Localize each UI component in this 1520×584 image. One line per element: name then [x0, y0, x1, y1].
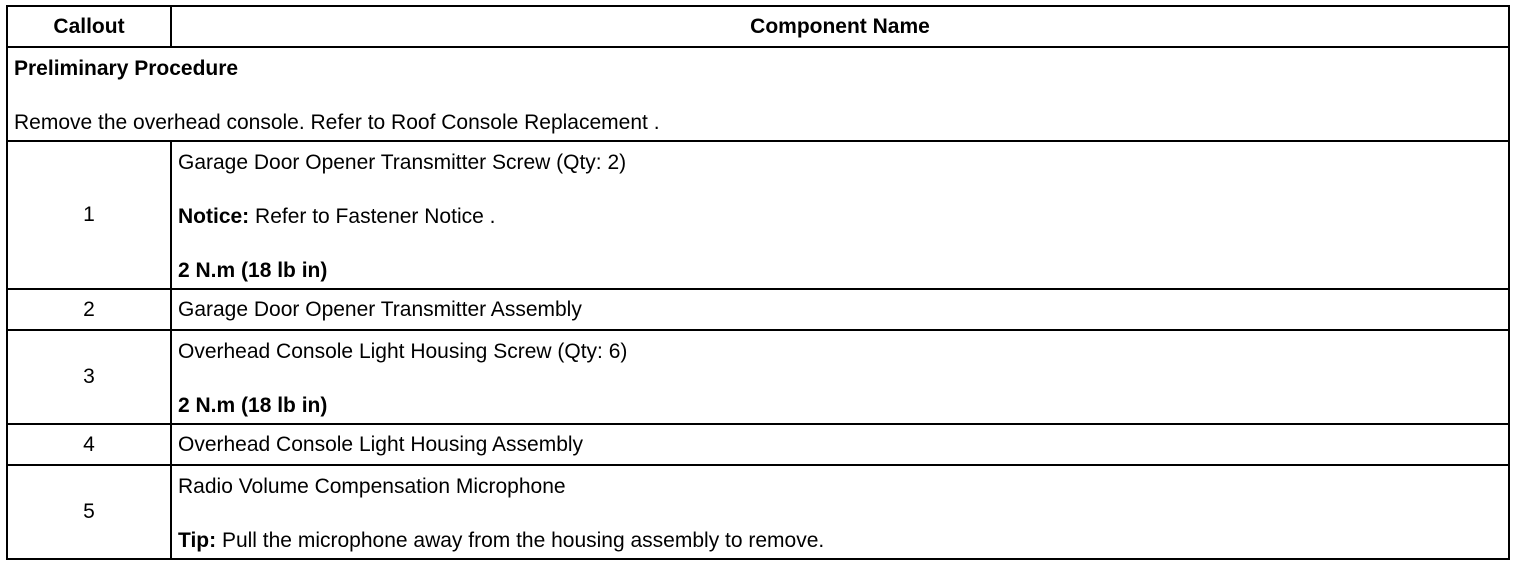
callout-cell: 1 — [7, 141, 171, 289]
tip-line — [178, 528, 1502, 554]
tip-text: Pull the microphone away from the housing assembly to remove. — [216, 529, 825, 552]
component-name: Garage Door Opener Transmitter Screw (Qty: 2) — [178, 151, 627, 174]
table-row — [7, 424, 1509, 465]
preliminary-text: Remove the overhead console. Refer to Roof Console Replacement . — [14, 111, 660, 134]
component-name: Overhead Console Light Housing Screw (Qty: 6) — [178, 340, 628, 363]
callout-cell: 3 — [7, 330, 171, 424]
header-component-name: Component Name — [171, 6, 1509, 47]
component-cell — [171, 141, 1509, 289]
notice-text: Refer to Fastener Notice . — [249, 205, 496, 228]
header-callout: Callout — [7, 6, 171, 47]
table-row — [7, 465, 1509, 559]
callout-cell: 2 — [7, 289, 171, 330]
torque-spec: 2 N.m (18 lb in) — [178, 394, 328, 417]
tip-label: Tip: — [178, 529, 217, 552]
callout-cell: 5 — [7, 465, 171, 559]
notice-line — [178, 204, 1502, 230]
preliminary-row — [7, 47, 1509, 141]
component-name: Overhead Console Light Housing Assembly — [171, 424, 1509, 465]
procedure-table — [6, 5, 1510, 560]
component-cell — [171, 330, 1509, 424]
header-row — [7, 6, 1509, 47]
preliminary-cell — [7, 47, 1509, 141]
table-row — [7, 141, 1509, 289]
procedure-table-container — [6, 5, 1508, 560]
callout-cell: 4 — [7, 424, 171, 465]
component-name: Radio Volume Compensation Microphone — [178, 475, 566, 498]
table-row — [7, 289, 1509, 330]
torque-spec: 2 N.m (18 lb in) — [178, 259, 328, 282]
preliminary-heading: Preliminary Procedure — [14, 57, 239, 80]
component-name: Garage Door Opener Transmitter Assembly — [171, 289, 1509, 330]
component-cell — [171, 465, 1509, 559]
table-row — [7, 330, 1509, 424]
notice-label: Notice: — [178, 205, 250, 228]
